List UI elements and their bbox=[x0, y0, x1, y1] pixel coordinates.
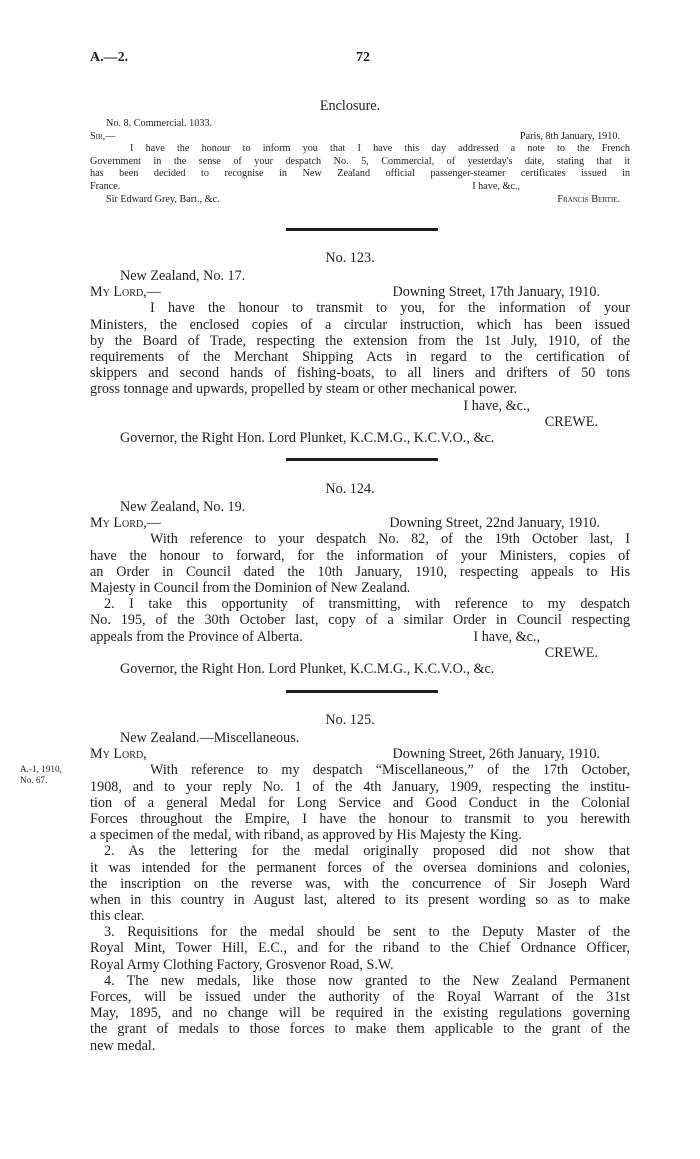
enclosure-addressee: Sir Edward Grey, Bart., &c. bbox=[106, 193, 220, 205]
despatch-place-date: Downing Street, 22nd January, 1910. bbox=[389, 515, 600, 532]
despatch-signature: CREWE. bbox=[544, 644, 598, 661]
enclosure-signature: Francis Bertie. bbox=[557, 193, 620, 205]
despatch-signature-row bbox=[90, 645, 630, 661]
despatch-line: the grant of medals to those forces to make them applicable to the grant of the bbox=[90, 1021, 630, 1038]
section-divider bbox=[286, 228, 438, 231]
enclosure-number-line: No. 8. Commercial. 1033. bbox=[106, 118, 213, 129]
despatch-line: May, 1895, and no change will be required in the existing regulations governing bbox=[90, 1005, 630, 1022]
document-reference: A.—2. bbox=[90, 50, 129, 65]
enclosure-salutation: Sir,— bbox=[90, 130, 116, 142]
despatch-line: Forces throughout the Empire, I have the honour to transmit to you herewith bbox=[90, 810, 630, 827]
despatch-124-block bbox=[90, 499, 630, 677]
enclosure-last-line: France. bbox=[90, 180, 121, 192]
despatch-line: new medal. bbox=[90, 1037, 156, 1054]
despatch-123-title: No. 123. bbox=[325, 250, 375, 266]
despatch-line: Majesty in Council from the Dominion of New Zealand. bbox=[90, 579, 411, 596]
margin-note bbox=[20, 764, 62, 786]
margin-note-line: A.-1, 1910, bbox=[20, 764, 62, 774]
despatch-line: when in this country in August last, altered to its present wording so as to make bbox=[90, 891, 630, 908]
despatch-salutation: My Lord,— bbox=[90, 515, 161, 532]
despatch-125-block bbox=[90, 730, 630, 1054]
despatch-line: it was intended for the permanent forces of the oversea dominions and colonies, bbox=[90, 859, 630, 876]
despatch-closing-row bbox=[90, 398, 630, 414]
enclosure-line: has been decided to recognise in New Zealand official passenger-steamer certificates issued in bbox=[90, 168, 630, 180]
enclosure-addressee-row bbox=[90, 194, 630, 207]
despatch-line: the inscription on the reverse was, with the concurrence of Sir Joseph Ward bbox=[90, 875, 630, 892]
despatch-signature-row bbox=[90, 414, 630, 430]
section-divider bbox=[286, 690, 438, 693]
despatch-line: tion of a general Medal for Long Service and Good Conduct in the Colonial bbox=[90, 794, 630, 811]
despatch-line: have the honour to forward, for the information of your Ministers, copies of bbox=[90, 547, 630, 564]
despatch-line: I have the honour to transmit to you, for the information of your bbox=[150, 300, 630, 317]
despatch-line: 2. As the lettering for the medal originally proposed did not show that bbox=[104, 843, 630, 860]
despatch-line: No. 195, of the 30th October last, copy of a similar Order in Council respecting bbox=[90, 612, 630, 629]
page-number: 72 bbox=[356, 50, 370, 65]
section-divider bbox=[286, 458, 438, 461]
despatch-123-block bbox=[90, 268, 630, 446]
despatch-line: 3. Requisitions for the medal should be sent to the Deputy Master of the bbox=[104, 924, 630, 941]
despatch-signature: CREWE. bbox=[544, 413, 598, 430]
despatch-last-line: gross tonnage and upwards, propelled by steam or other mechanical power. bbox=[90, 381, 518, 398]
enclosure-title: Enclosure. bbox=[319, 98, 381, 114]
despatch-place-date: Downing Street, 17th January, 1910. bbox=[392, 284, 600, 301]
despatch-ref: New Zealand.—Miscellaneous. bbox=[120, 730, 300, 746]
enclosure-line: I have the honour to inform you that I have this day addressed a note to the French bbox=[130, 143, 630, 155]
despatch-line: With reference to your despatch No. 82, of the 19th October last, I bbox=[150, 531, 630, 548]
enclosure-line: Government in the sense of your despatch No. 5, Commercial, of yesterday's date, stating that it bbox=[90, 155, 630, 167]
despatch-line: a specimen of the medal, with riband, as approved by His Majesty the King. bbox=[90, 827, 522, 844]
despatch-closing: I have, &c., bbox=[473, 628, 540, 645]
despatch-addressee: Governor, the Right Hon. Lord Plunket, K.C.M.G., K.C.V.O., &c. bbox=[120, 660, 495, 677]
margin-note-line: No. 67. bbox=[20, 775, 48, 785]
despatch-salutation: My Lord,— bbox=[90, 284, 161, 301]
despatch-line: skippers and second hands of fishing-boats, to all liners and drifters of 50 tons bbox=[90, 365, 630, 382]
despatch-line: Royal Mint, Tower Hill, E.C., and for the riband to the Chief Ordnance Officer, bbox=[90, 940, 630, 957]
enclosure-place-date: Paris, 8th January, 1910. bbox=[519, 130, 620, 142]
despatch-line: Ministers, the enclosed copies of a circular instruction, which has been issued bbox=[90, 316, 630, 333]
enclosure-closing: I have, &c., bbox=[472, 180, 520, 192]
despatch-line: requirements of the Merchant Shipping Acts in regard to the certification of bbox=[90, 348, 630, 365]
despatch-last-line: appeals from the Province of Alberta. bbox=[90, 628, 303, 645]
despatch-line: 2. I take this opportunity of transmitting, with reference to my despatch bbox=[104, 596, 630, 613]
enclosure-block bbox=[90, 118, 630, 206]
despatch-line: 4. The new medals, like those now granted to the New Zealand Permanent bbox=[104, 972, 630, 989]
despatch-ref: New Zealand, No. 17. bbox=[120, 268, 246, 284]
despatch-salutation-row bbox=[90, 515, 630, 531]
despatch-salutation-row bbox=[90, 284, 630, 300]
despatch-line: With reference to my despatch “Miscellaneous,” of the 17th October, bbox=[150, 762, 630, 779]
despatch-line: Forces, will be issued under the authority of the Royal Warrant of the 31st bbox=[90, 989, 630, 1005]
despatch-place-date: Downing Street, 26th January, 1910. bbox=[392, 746, 600, 763]
despatch-124-title: No. 124. bbox=[325, 481, 375, 497]
despatch-line: this clear. bbox=[90, 908, 145, 925]
enclosure-last-line-row bbox=[90, 181, 630, 194]
despatch-125-title: No. 125. bbox=[325, 712, 375, 728]
despatch-closing: I have, &c., bbox=[463, 397, 530, 414]
despatch-line: by the Board of Trade, respecting the extension from the 1st July, 1910, of the bbox=[90, 332, 630, 349]
despatch-ref: New Zealand, No. 19. bbox=[120, 499, 246, 515]
despatch-line: 1908, and to your reply No. 1 of the 4th January, 1909, respecting the institu- bbox=[90, 778, 630, 795]
despatch-line: Royal Army Clothing Factory, Grosvenor Road, S.W. bbox=[90, 956, 394, 973]
despatch-salutation-row bbox=[90, 746, 630, 762]
enclosure-salutation-row bbox=[90, 131, 630, 144]
despatch-addressee: Governor, the Right Hon. Lord Plunket, K.C.M.G., K.C.V.O., &c. bbox=[120, 429, 495, 446]
despatch-line: an Order in Council dated the 10th January, 1910, respecting appeals to His bbox=[90, 563, 630, 580]
despatch-last-line-row bbox=[90, 629, 630, 645]
despatch-salutation: My Lord, bbox=[90, 746, 147, 763]
